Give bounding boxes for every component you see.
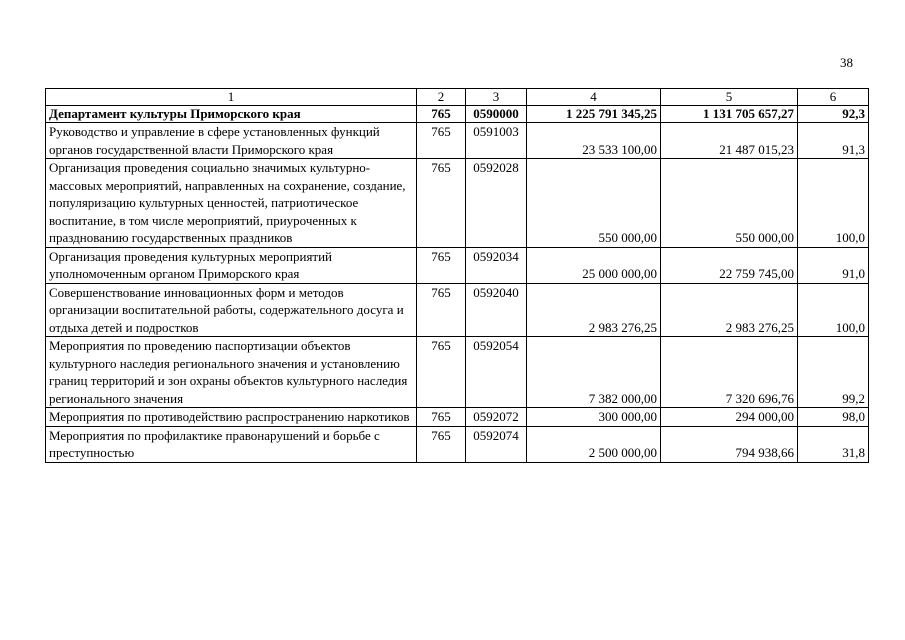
row-code: 765 (417, 247, 466, 283)
table-row (46, 426, 869, 462)
row-actual: 7 320 696,76 (661, 337, 798, 408)
row-actual: 2 983 276,25 (661, 283, 798, 337)
column-header-2: 2 (417, 89, 466, 106)
row-name: Руководство и управление в сфере установленных функций органов государственной власти Приморского края (46, 123, 417, 159)
row-article: 0592074 (466, 426, 527, 462)
row-percent: 91,3 (798, 123, 869, 159)
row-actual: 22 759 745,00 (661, 247, 798, 283)
row-planned: 2 983 276,25 (527, 283, 661, 337)
department-article: 0590000 (466, 106, 527, 123)
row-percent: 100,0 (798, 283, 869, 337)
row-code: 765 (417, 426, 466, 462)
department-planned: 1 225 791 345,25 (527, 106, 661, 123)
row-planned: 2 500 000,00 (527, 426, 661, 462)
budget-execution-table (45, 88, 869, 463)
table-row (46, 123, 869, 159)
row-planned: 300 000,00 (527, 408, 661, 427)
row-name: Организация проведения социально значимых культурно-массовых мероприятий, направленных на сохранение, создание, популяризацию культурных ценностей, патриотическое воспитание, в том числе мероприятий, приуроченных к празднованию государственных праздников (46, 159, 417, 248)
row-percent: 31,8 (798, 426, 869, 462)
row-name: Организация проведения культурных мероприятий уполномоченным органом Приморского края (46, 247, 417, 283)
row-article: 0591003 (466, 123, 527, 159)
row-code: 765 (417, 283, 466, 337)
page-number: 38 (840, 55, 853, 70)
department-total-row (46, 106, 869, 123)
row-percent: 100,0 (798, 159, 869, 248)
department-actual: 1 131 705 657,27 (661, 106, 798, 123)
row-name: Мероприятия по проведению паспортизации объектов культурного наследия регионального значения и установлению границ территорий и зон охраны объектов культурного наследия регионального значения (46, 337, 417, 408)
row-planned: 23 533 100,00 (527, 123, 661, 159)
column-header-1: 1 (46, 89, 417, 106)
row-planned: 550 000,00 (527, 159, 661, 248)
row-name: Мероприятия по профилактике правонарушений и борьбе с преступностью (46, 426, 417, 462)
table-row (46, 337, 869, 408)
department-name: Департамент культуры Приморского края (46, 106, 417, 123)
row-article: 0592054 (466, 337, 527, 408)
table-row (46, 247, 869, 283)
row-actual: 794 938,66 (661, 426, 798, 462)
table-row (46, 408, 869, 427)
row-article: 0592072 (466, 408, 527, 427)
column-header-6: 6 (798, 89, 869, 106)
department-percent: 92,3 (798, 106, 869, 123)
table-row (46, 283, 869, 337)
row-percent: 98,0 (798, 408, 869, 427)
row-code: 765 (417, 159, 466, 248)
row-percent: 91,0 (798, 247, 869, 283)
column-header-5: 5 (661, 89, 798, 106)
row-actual: 294 000,00 (661, 408, 798, 427)
department-code: 765 (417, 106, 466, 123)
column-header-3: 3 (466, 89, 527, 106)
row-planned: 7 382 000,00 (527, 337, 661, 408)
table-header-row (46, 89, 869, 106)
row-code: 765 (417, 337, 466, 408)
column-header-4: 4 (527, 89, 661, 106)
row-name: Совершенствование инновационных форм и методов организации воспитательной работы, содержательного досуга и отдыха детей и подростков (46, 283, 417, 337)
row-code: 765 (417, 408, 466, 427)
row-article: 0592028 (466, 159, 527, 248)
row-article: 0592040 (466, 283, 527, 337)
row-article: 0592034 (466, 247, 527, 283)
row-actual: 550 000,00 (661, 159, 798, 248)
row-name: Мероприятия по противодействию распространению наркотиков (46, 408, 417, 427)
row-code: 765 (417, 123, 466, 159)
row-percent: 99,2 (798, 337, 869, 408)
row-actual: 21 487 015,23 (661, 123, 798, 159)
table-row (46, 159, 869, 248)
row-planned: 25 000 000,00 (527, 247, 661, 283)
